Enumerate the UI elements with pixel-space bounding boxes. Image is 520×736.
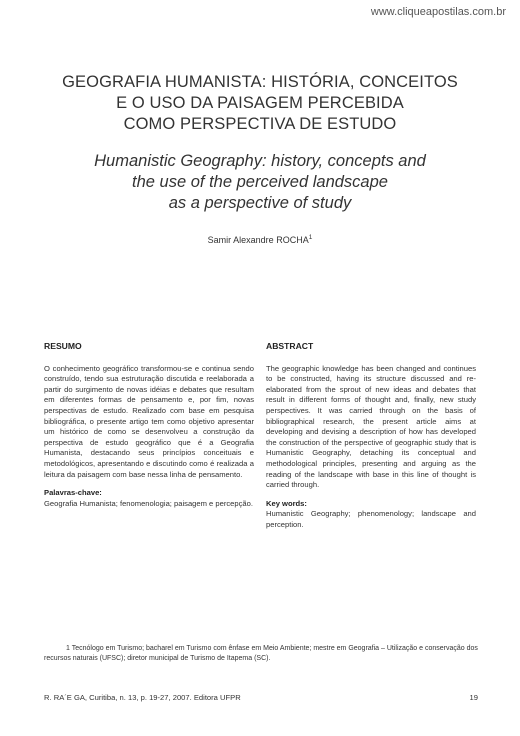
author-footnote: 1 Tecnólogo em Turismo; bacharel em Turismo com ênfase em Meio Ambiente; mestre em Geografia – Utilização e conservação dos recursos naturais (UFSC); diretor municipal de Turismo de Itapema (SC).	[44, 645, 478, 662]
palavras-chave-heading: Palavras-chave:	[44, 488, 102, 498]
title-pt-line-3: COMO PERSPECTIVA DE ESTUDO	[123, 115, 397, 133]
author-footnote-mark: 1	[308, 234, 313, 241]
key-words-heading: Key words:	[266, 498, 307, 508]
title-pt-line-2: E O USO DA PAISAGEM PERCEBIDA	[116, 94, 404, 112]
title-pt-line-1: GEOGRAFIA HUMANISTA: HISTÓRIA, CONCEITOS	[62, 73, 458, 91]
title-en-line-2: the use of the perceived landscape	[132, 173, 388, 191]
key-words-text: Humanistic Geography; phenomenology; landscape and perception.	[266, 509, 476, 529]
abstract-heading: ABSTRACT	[266, 341, 314, 351]
author-name: Samir Alexandre ROCHA	[207, 235, 309, 245]
title-en-line-1: Humanistic Geography: history, concepts and	[94, 152, 426, 170]
title-en-line-3: as a perspective of study	[168, 194, 352, 212]
watermark-url[interactable]: www.cliqueapostilas.com.br	[370, 6, 506, 18]
resumo-column	[44, 341, 254, 509]
footer-citation: R. RA´E GA, Curitiba, n. 13, p. 19-27, 2007. Editora UFPR	[44, 693, 241, 702]
abstract-column	[266, 341, 476, 531]
page-number: 19	[469, 693, 478, 702]
resumo-heading: RESUMO	[44, 341, 82, 351]
palavras-chave-text: Geografia Humanista; fenomenologia; paisagem e percepção.	[44, 498, 253, 508]
resumo-text: O conhecimento geográfico transformou-se e continua sendo construído, tendo sua estruturação discutida e reelaborada a partir do surgimento de novas idéias e debates que resultam em diferentes formas de pensamento e, por fim, novas perspectivas de estudo. Realizado com base em pesquisa bibliográfica, o presente artigo tem como objetivo apresentar um histórico de como se desenvolveu a construção da perspectiva de estudo geográfico que é a Geografia Humanista, destacando seus princípios conceituais e metodológicos, apresentando e discutindo como é realizada a leitura da paisagem com base nessa linha de pensamento.	[44, 363, 254, 479]
title-portuguese	[0, 72, 520, 135]
author-line	[0, 234, 520, 245]
abstract-text: The geographic knowledge has been changed and continues to be constructed, having its structure discussed and re-elaborated from the sprout of new ideas and debates that result in different forms of thought and, finally, new study perspectives. It was carried through on the basis of bibliographical research, the present article aims at developing and devising a description of how has developed the construction of the perspective of geographic study that is Humanistic Geography, detaching its conceptual and methodological principles, presenting and arguing as the reading of the landscape with base in this line of thought is carried through.	[266, 363, 476, 490]
title-english	[0, 151, 520, 214]
